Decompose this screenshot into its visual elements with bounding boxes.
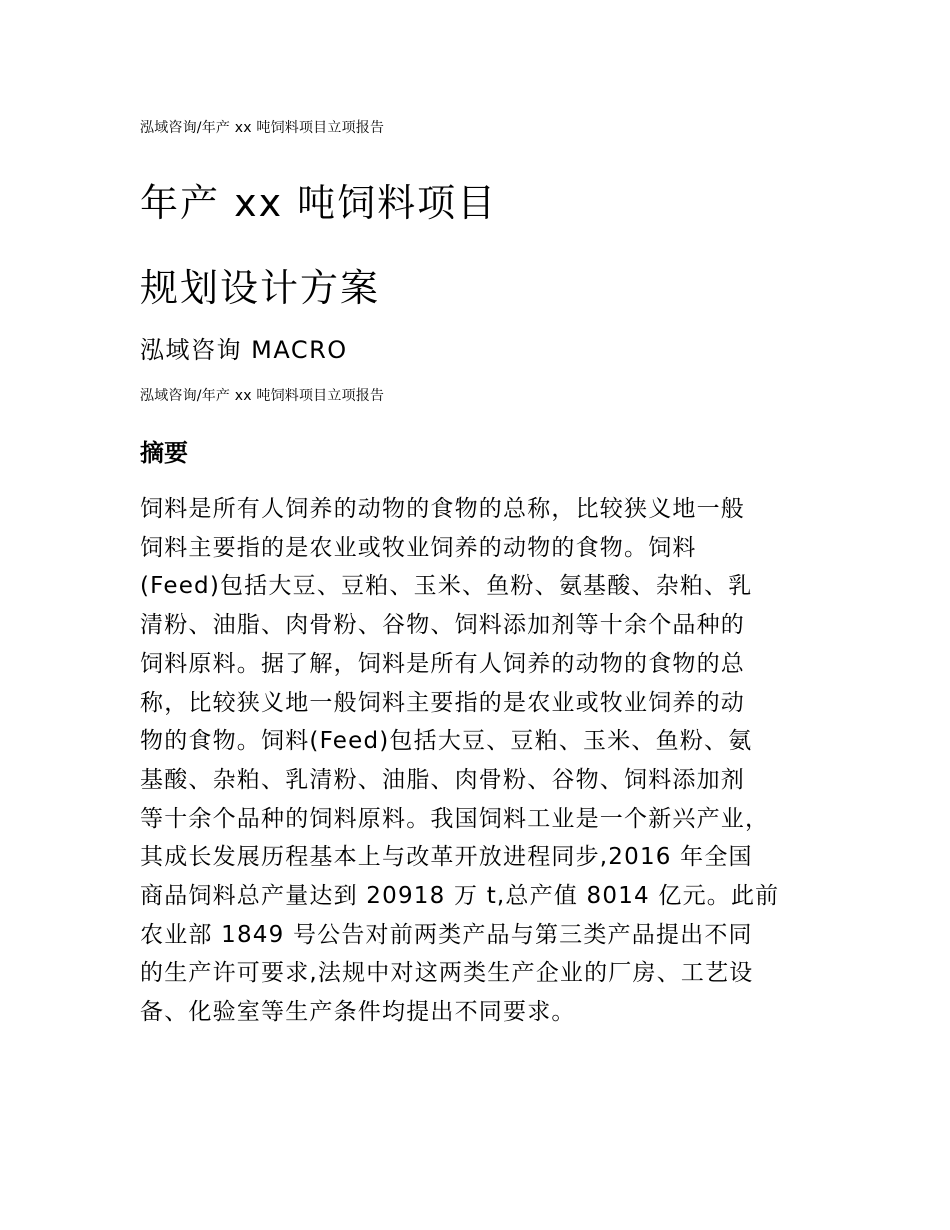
- abstract-line: 称，比较狭义地一般饲料主要指的是农业或牧业饲养的动: [140, 689, 745, 716]
- abstract-heading: 摘要: [140, 439, 188, 467]
- abstract-line: 清粉、油脂、肉骨粉、谷物、饲料添加剂等十余个品种的: [140, 612, 745, 639]
- abstract-line: 的生产许可要求,法规中对这两类生产企业的厂房、工艺设: [140, 960, 754, 987]
- abstract-line: 饲料是所有人饲养的动物的食物的总称，比较狭义地一般: [140, 496, 745, 522]
- abstract-line: 物的食物。饲料(Feed)包括大豆、豆粕、玉米、鱼粉、氨: [140, 728, 753, 755]
- abstract-line: 农业部 1849 号公告对前两类产品与第三类产品提出不同: [140, 921, 753, 948]
- section-header: 泓域咨询/年产 xx 吨饲料项目立项报告: [140, 388, 385, 404]
- document-title-line-2: 规划设计方案: [140, 266, 381, 310]
- abstract-line: 基酸、杂粕、乳清粉、油脂、肉骨粉、谷物、饲料添加剂: [140, 766, 745, 793]
- abstract-line: 饲料主要指的是农业或牧业饲养的动物的食物。饲料: [140, 534, 697, 561]
- abstract-line: 商品饲料总产量达到 20918 万 t,总产值 8014 亿元。此前: [140, 883, 780, 910]
- abstract-line: 其成长发展历程基本上与改革开放进程同步,2016 年全国: [140, 844, 753, 871]
- abstract-line: 备、化验室等生产条件均提出不同要求。: [140, 999, 576, 1026]
- abstract-line: 等十余个品种的饲料原料。我国饲料工业是一个新兴产业，: [140, 805, 770, 832]
- abstract-line: (Feed)包括大豆、豆粕、玉米、鱼粉、氨基酸、杂粕、乳: [140, 573, 753, 600]
- abstract-line: 饲料原料。据了解，饲料是所有人饲养的动物的食物的总: [140, 650, 745, 677]
- running-header: 泓域咨询/年产 xx 吨饲料项目立项报告: [140, 120, 385, 136]
- document-title-line-1: 年产 xx 吨饲料项目: [140, 181, 498, 225]
- company-name: 泓域咨询 MACRO: [140, 336, 348, 364]
- abstract-body: [140, 490, 820, 1032]
